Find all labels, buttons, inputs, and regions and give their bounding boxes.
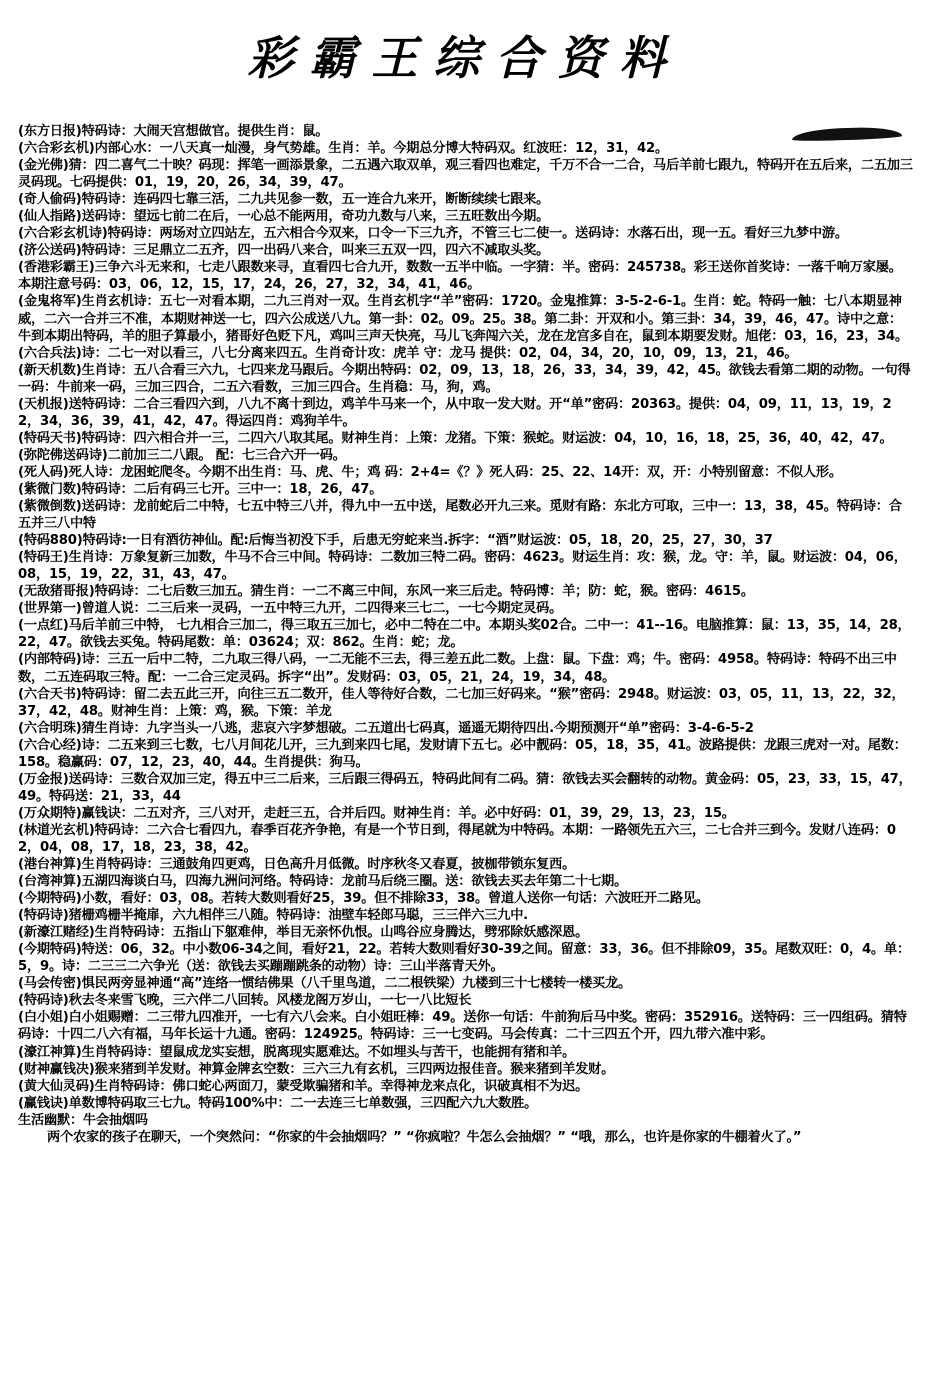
- paragraph: (紫微倒数)送码诗：龙前蛇后二中特，七五中特三八并，得九中一五中送，尾数必开九三来。觅财有路：东北方可取，三中一：13，38，45。特码诗：合五并三八中特: [18, 499, 902, 532]
- paragraph: (今期特码)小数，看好：03，08。若转大数则看好25，39。但不排除33，38。曾道人送你一句话：六波旺开二路见。: [18, 891, 709, 907]
- paragraph: (金光佛)猜：四二喜气二十映？码现：挥笔一画添景象，二五遇六取双单，观三看四也难定，千万不合一二合，马后羊前七跟九，特码开在五后来，二五加三灵码现。七码提供：01，19，20，26，34，39，47。: [18, 158, 913, 191]
- paragraph: (弥陀佛送码诗)二前加三二八跟。 配：七三合六开一码。: [18, 447, 346, 463]
- paragraph: (无敌猪哥报)特码诗：二七后数三加五。猜生肖：一二不离三中间，东风一来三后走。特码博：羊；防：蛇，猴。密码：4615。: [18, 584, 754, 600]
- paragraph: (一点红)马后羊前三中特， 七九相合三加二，得三取五三加七，必中二特在二中。本期头奖02合。二中一：41--16。电脑推算：鼠：13，35，14，28，22，47。欲钱去买兔。特码尾数：单：03624；双：862。生肖：蛇；龙。: [18, 618, 911, 651]
- paragraph: (台湾神算)五湖四海谈白马，四海九洲问河络。特码诗：龙前马后绕三圈。送：欲钱去买去年第二十七期。: [18, 874, 628, 890]
- paragraph: (林道光玄机)特码诗：二六合七看四九，春季百花齐争艳，有是一个节日到，得尾就为中特码。本期：一路领先五六三，二七合并三到今。发财八连码：02，04，08，17，18，23，38，42。: [18, 822, 896, 855]
- paragraph: (东方日报)特码诗：大闹天宫想做官。提供生肖：鼠。: [18, 124, 329, 139]
- paragraph: (港台神算)生肖特码诗：三通鼓角四更鸡，日色高升月低微。时序秋冬又春夏，披枷带锁东复西。: [18, 857, 576, 873]
- humor-story: 两个农家的孩子在聊天，一个突然问：“你家的牛会抽烟吗？” “你疯啦？牛怎么会抽烟？” “哦，那么，也许是你家的牛棚着火了。”: [47, 1129, 802, 1145]
- paragraph: (金鬼将军)生肖玄机诗：五七一对看本期，二九三肖对一双。生肖玄机字“羊”密码：1720。金鬼推算：3-5-2-6-1。生肖：蛇。特码一触：七八本期显神威，二六一合并三不准，本期财神送一七，四六公成送八九。第一卦：02。09。25。38。第二卦：开双和小。第三卦：34，39，46，47。诗中之意：牛到本期出特码，羊的胆子算最小，猪哥好色贬下凡，鸡叫三声天快亮，马儿飞奔闯六关，龙在龙宫多自在，鼠到本期要发财。旭佬：03，16，23，34。: [18, 294, 909, 344]
- paragraph: (香港彩霸王)三争六斗无来和，七走八跟数来寻，直看四七合九开，数数一五半中临。一字猜：半。密码：245738。彩王送你首奖诗：一落千响万家屡。本期注意号码：03，06，12，15，17，24，26，27，32，34，41，46。: [18, 260, 902, 293]
- paragraph: (死人码)死人诗：龙困蛇爬冬。今期不出生肖：马、虎、牛；鸡 码：2+4=《？》死人码：25、22、14开：双，开：小特别留意：不似人形。: [18, 464, 842, 480]
- paragraph: (紫微门数)特码诗：二后有码三七开。三中一：18，26，47。: [18, 481, 383, 497]
- paragraph: (今期特码)特送：06，32。中小数06-34之间，看好21，22。若转大数则看好30-39之间。留意：33，36。但不排除09，35。尾数双旺：0，4。单：5，9。诗：二三三二六争光（送：欲钱去买蹦蹦跳条的动物）诗：三山半落青天外。: [18, 942, 910, 975]
- paragraph: (万金报)送码诗：三数合双加三定，得五中三二后来，三后跟三得码五，特码此间有二码。猜：欲钱去买会翻转的动物。黄金码：05，23，33，15，47，49。特码送：21，33，44: [18, 771, 912, 804]
- paragraph: (濠江神算)生肖特码诗：望鼠成龙实妄想，脱离现实愿难达。不如埋头与苦干，也能拥有猪和羊。: [18, 1044, 576, 1060]
- paragraph: (六合明珠)猜生肖诗：九字当头一八逃，悲哀六字梦想破。二五道出七码真，遥遥无期待四出.今期预测开“单”密码：3-4-6-5-2: [18, 720, 754, 736]
- paragraph: (天机报)送特码诗：二合三看四六到，八九不离十到边，鸡羊牛马来一个，从中取一发大财。开“单”密码：20363。提供：04，09，11，13，19，22，34，36，39，41，42，47。得运四肖：鸡狗羊牛。: [18, 396, 892, 429]
- paragraph: 生活幽默：牛会抽烟吗: [18, 1112, 148, 1128]
- paragraph: (济公送码)特码诗：三足鼎立二五齐，四一出码八来合，叫来三五双一四，四六不减取头奖。: [18, 243, 550, 259]
- paragraph: (奇人偷码)特码诗：连码四七靠三活，二九共见参一数，五一连合九来开，断断续续七跟来。: [18, 192, 550, 208]
- paragraph: (特码王)生肖诗：万象复新三加数，牛马不合三中间。特码诗：二数加三特二码。密码：4623。财运生肖：攻：猴，龙。守：羊，鼠。财运波：04，06，08，15，19，22，31，43，47。: [18, 550, 907, 583]
- paragraph: (特码诗)猪栅鸡栅半掩扉，六九相伴三八随。特码诗：油壁车轻郎马聪，三三伴六三九中.: [18, 908, 528, 924]
- paragraph: (六合彩玄机诗)特码诗：两场对立四站左，五六相合今双来，口令一下三九齐，不管三七二使一。送码诗：水落石出，现一五。看好三九梦中游。: [18, 226, 848, 242]
- paragraph: (六合彩玄机)内部心水：一八天真一灿漫，身气势雄。生肖：羊。今期总分博大特码双。红波旺：12，31，42。: [18, 141, 668, 157]
- paragraph: (新濠江赌经)生肖特码诗：五指山下躯难伸，举目无亲怀仇恨。山鸣谷应身腾达，劈邪除妖感深恩。: [18, 925, 589, 941]
- paragraph: (万众期特)赢钱诀：二五对齐，三八对开，走赶三五，合并后四。财神生肖：羊。必中好码：01，39，29，13，23，15。: [18, 805, 735, 821]
- paragraph: (内部特码)诗：三五一后中二特，二九取三得八码，一二无能不三去，得三差五此二数。上盘：鼠。下盘：鸡；牛。密码：4958。特码诗：特码不出三中数，二五连码取三特。配：一二合三定灵码。拆字“出”。发财码：03，05，21，24，19，34，48。: [18, 652, 897, 685]
- page-title: 彩霸王综合资料: [247, 31, 682, 85]
- document-body: [18, 123, 913, 1146]
- paragraph: (特码天书)特码诗：四六相合并一三，二四六八取其尾。财神生肖：上策：龙猪。下策：猴蛇。财运波：04，10，16，18，25，36，40，42，47。: [18, 430, 893, 446]
- paragraph: (六合心经)诗：二五来到三七数，七八月间花儿开，三九到来四七尾，发财请下五七。必中靓码：05，18，35，41。波路提供：龙跟三虎对一对。尾数：158。稳赢码：07，12，23，40，44。生肖提供：狗马。: [18, 737, 907, 770]
- paragraph: (特码诗)秋去冬来雪飞晚，三六伴二八回转。风楼龙阁万岁山，一七一八比短长: [18, 993, 472, 1009]
- paragraph: (仙人指路)送码诗：望远七前二在后，一心总不能两用，奇功九数与八来，三五旺数出今期。: [18, 209, 550, 225]
- paragraph: (财神赢钱决)猴来猪到羊发财。神算金牌玄空数：三六三九有玄机，三四两边报佳音。猴来猪到羊发财。: [18, 1061, 615, 1077]
- paragraph: (马会传密)惧民两旁显神通“高”连络一惯结佛果（八千里鸟道，二二根铁梁）九楼到三十七楼转一楼买龙。: [18, 976, 632, 992]
- paragraph: (世界第一)曾道人说：二三后来一灵码，一五中特三九开，二四得来三七二，一七今期定灵码。: [18, 601, 563, 617]
- paragraph: (六合兵法)诗：二七一对以看三，八七分离来四五。生肖奇计攻：虎羊 守：龙马 提供：02，04，34，20，10，09，13，21，46。: [18, 345, 798, 361]
- paragraph: (新天机数)生肖诗：五八合看三六九，七四来龙马跟后。今期出特码：02，09，13，18，26，33，34，39，42，45。欲钱去看第二期的动物。一句得一码：牛前来一码，三加三四合，二五六看数，三加三四合。生肖稳：马，狗，鸡。: [18, 362, 911, 395]
- paragraph: (六合天书)特码诗：留二去五此三开，向往三五二数开，佳人等待好合数，二七加三好码来。“猴”密码：2948。财运波：03，05，11，13，22，32，37，42，48。财神生肖：上策：鸡，猴。下策：羊龙: [18, 686, 905, 719]
- paragraph: (白小姐)白小姐赐赠：二三带九四准开，一七有六八会来。白小姐旺棒：49。送你一句话：牛前狗后马中奖。密码：352916。送特码：三一四组码。猜特码诗：十四二八六有福，马年长运十九通。密码：124925。特码诗：三一七变码。马会传真：二十三四五个开，四九带六准中彩。: [18, 1010, 907, 1043]
- paragraph: (赢钱诀)单数博特码取三七九。特码100%中：二一去连三七单数强，三四配六九大数胜。: [18, 1095, 538, 1111]
- paragraph: (特码880)特码诗:一日有酒彷神仙。配:后悔当初没下手，后患无穷蛇来当.拆字：“酒”财运波：05，18，20，25，27，30，37: [18, 533, 773, 549]
- paragraph: (黄大仙灵码)生肖特码诗：佛口蛇心两面刀，蒙受欺骗猪和羊。幸得神龙来点化，识破真相不为迟。: [18, 1078, 589, 1094]
